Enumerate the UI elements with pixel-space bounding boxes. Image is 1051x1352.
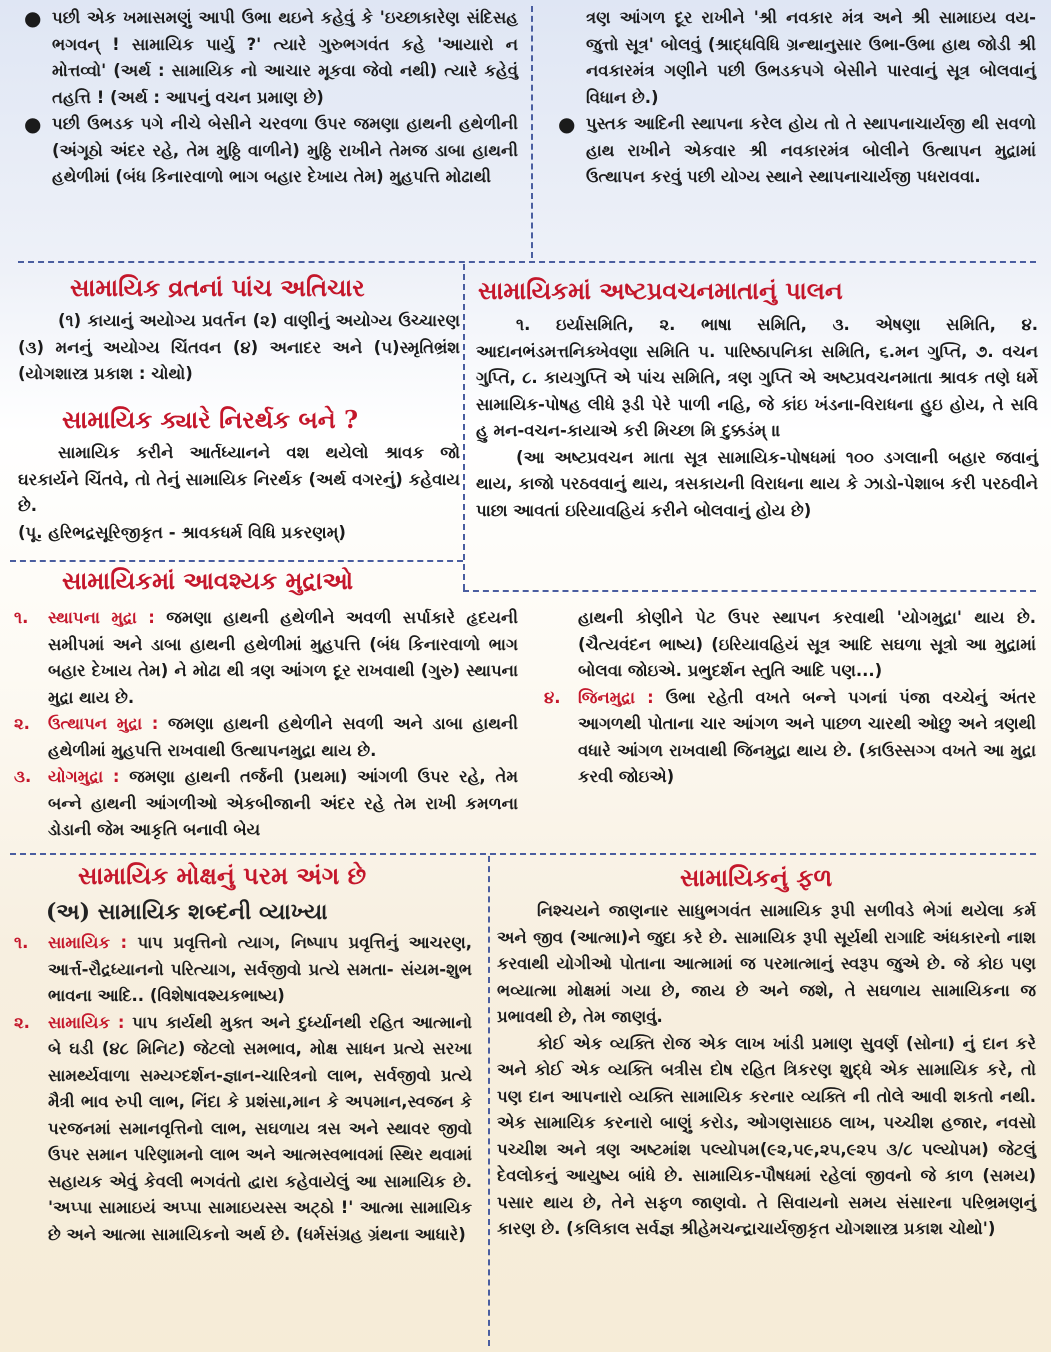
phal-paragraph: કોઈ એક વ્યક્તિ રોજ એક લાખ ખાંડી પ્રમાણ સુવર્ણ (સોના) નું દાન કરે અને કોઈ એક વ્યક્તિ બત્રીસ દોષ રહિત ત્રિકરણ શુદ્ધે એક સામાયિક કરે, તો પણ દાન આપનારો વ્યક્તિ સામાયિક કરનાર વ્યક્તિ ની તોલે આવી શકતો નથી. એક સામાયિક કરનારો બાણું કરોડ, ઓગણસાઇઠ લાખ, પચ્ચીશ હજાર, નવસો પચ્ચીશ અને ત્રણ અષ્ટમાંશ પલ્યોપમ(૯૨,૫૯,૨૫,૯૨૫ ૩/૮ પલ્યોપમ) જેટલું દેવલોકનું આયુષ્ય બાંધે છે. સામાયિક-પૌષધમાં રહેલાં જીવનો જે કાળ (સમય) પસાર થાય છે, તેને સફળ જાણવો. તે સિવાયનો સમય સંસારના પરિભ્રમણનું કારણ છે. (કલિકાલ સર્વજ્ઞ શ્રીહેમચન્દ્રાચાર્યજીકૃત યોગશાસ્ત્ર પ્રકાશ ચોથો') bbox=[497, 1033, 1036, 1238]
item-number: ૧. bbox=[14, 608, 29, 627]
phal-heading: સામાયિકનું ફળ bbox=[680, 863, 833, 892]
mudra-divider-left bbox=[10, 560, 463, 562]
definition-term: સામાયિક : bbox=[48, 933, 128, 952]
ashta-text: ૧. ઇર્યાસમિતિ, ૨. ભાષા સમિતિ, ૩. એષણા સમિતિ, ૪. આદાનભંડમત્તનિક્ખેવણા સમિતિ ૫. પારિષ્ઠાપનિકા સમિતિ, ૬.મન ગુપ્તિ, ૭. વચન ગુપ્તિ, ૮. કાયગુપ્તિ એ પાંચ સમિતિ, ત્રણ ગુપ્તિ એ અષ્ટપ્રવચનમાતા શ્રાવક તણે ધર્મે સામાયિક-પોષહ લીધે રૂડી પેરે પાળી નહિ, જે કાંઇ ખંડના-વિરાધના હુઇ હોય, તે સવિ હુ મન-વચન-કાયાએ કરી મિચ્છા મિ દુક્કડંમ્ ॥ bbox=[476, 315, 1038, 440]
phal-section bbox=[497, 898, 1036, 1243]
mudra-item bbox=[10, 764, 518, 844]
mudra-divider-right bbox=[463, 590, 1036, 592]
definition-text: પાપ પ્રવૃત્તિનો ત્યાગ, નિષ્પાપ પ્રવૃત્તિનું આચરણ, આર્ત્ત-રૌદ્રધ્યાનનો પરિત્યાગ, સર્વજીવો પ્રત્યે સમતા- સંયમ-શુભ ભાવના આદિ.. (વિશેષાવશ્યકભાષ્ય) bbox=[48, 933, 472, 1005]
mudra-description: ઉભા રહેતી વખતે બન્ને પગનાં પંજા વચ્ચેનું અંતર આગળથી પોતાના ચાર આંગળ અને પાછળ ચારથી ઓછુ અને ત્રણથી વધારે આંગળ રાખવાથી જિનમુદ્રા થાય છે. (કાઉસ્સગ્ગ વખતે આ મુદ્રા કરવી જોઇએ) bbox=[578, 687, 1036, 786]
mudra-term: જિનમુદ્રા : bbox=[578, 687, 654, 707]
mudra-term: ઉત્થાપન મુદ્રા : bbox=[48, 714, 159, 733]
top-right-column bbox=[550, 5, 1036, 191]
item-number: ૨. bbox=[14, 714, 30, 733]
mudra-heading: સામાયિકમાં આવશ્યક મુદ્રાઓ bbox=[62, 566, 354, 595]
bullet-dot: ● bbox=[558, 112, 576, 136]
bullet-text: પછી એક ખમાસમણું આપી ઉભા થઇને કહેવું કે 'ઇચ્છાકારેણ સંદિસહ ભગવન્ ! સામાયિક પાર્યુ ?' ત્યારે ગુરુભગવંત કહે 'આયારો ન મોત્તવ્વો' (અર્થ : સામાયિક નો આચાર મૂકવા જેવો નથી) ત્યારે કહેવું તહત્તિ ! (અર્થ : આપનું વચન પ્રમાણ છે) bbox=[52, 8, 518, 107]
nirarthak-source: (પૂ. હરિભદ્રસૂરિજીકૃત - શ્રાવકધર્મ વિધિ પ્રકરણમ્) bbox=[18, 522, 346, 542]
top-left-column bbox=[16, 5, 518, 191]
mudra-left-column bbox=[10, 605, 518, 844]
mudra-description: જમણા હાથની હથેળીને અવળી સર્પાકારે હૃદયની સમીપમાં અને ડાબા હાથની હથેળીમાં મુહપત્તિ (બંધ કિનારવાળો ભાગ બહાર દેખાય તેમ) ને મોઢા થી ત્રણ આંગળ દૂર રાખવાથી (ગુરુ) સ્થાપના મુદ્રા થાય છે. bbox=[48, 608, 518, 707]
phal-paragraph: નિશ્ચયને જાણનાર સાધુભગવંત સામાયિક રૂપી સળીવડે ભેગાં થયેલા કર્મ અને જીવ (આત્મા)ને જુદા કરે છે. સામાયિક રૂપી સૂર્યથી રાગાદિ અંધકારનો નાશ કરવાથી યોગીઓ પોતાના આત્મામાં જ પરમાત્માનું સ્વરૂપ જુએ છે. જે કોઇ પણ ભવ્યાત્મા મોક્ષમાં ગયા છે, જાય છે અને જશે, તે સઘળાય સામાયિકના જ પ્રભાવથી છે, તેમ જાણવું. bbox=[497, 901, 1036, 1026]
continued-text: હાથની કોણીને પેટ ઉપર સ્થાપન કરવાથી 'યોગમુદ્રા' થાય છે. (ચૈત્યવંદન ભાષ્ય) (ઇરિયાવહિયં સૂત્ર આદિ સઘળા સૂત્રો આ મુદ્રામાં બોલવા જોઇએ. પ્રભુદર્શન સ્તુતિ આદિ પણ...) bbox=[578, 608, 1036, 680]
ashta-heading: સામાયિકમાં અષ્ટપ્રવચનમાતાનું પાલન bbox=[478, 276, 843, 305]
bottom-section-divider bbox=[10, 853, 1036, 855]
mudra-description: જમણા હાથની તર્જની (પ્રથમા) આંગળી ઉપર રહે, તેમ બન્ને હાથની આંગળીઓ એકબીજાની અંદર રહે તેમ રાખી કમળના ડોડાની જેમ આકૃતિ બનાવી બેય bbox=[48, 767, 518, 839]
ashta-note: (આ અષ્ટપ્રવચન માતા સૂત્ર સામાયિક-પોષધમાં ૧૦૦ ડગલાની બહાર જવાનું થાય, કાજો પરઠવવાનું થાય, ત્રસકાયની વિરાધના થાય કે ઝાડો-પેશાબ કરી પરઠવીને પાછા આવતાં ઇરિયાવહિયં કરીને બોલવાનું હોય છે) bbox=[476, 447, 1038, 520]
bullet-item bbox=[16, 5, 518, 111]
bottom-column-divider bbox=[488, 856, 490, 1346]
item-number: ૨. bbox=[14, 1012, 30, 1032]
aticar-section bbox=[18, 308, 460, 388]
definition-subheading: (અ) સામાયિક શબ્દની વ્યાખ્યા bbox=[46, 899, 328, 925]
mudra-description: જમણા હાથની હથેળીને સવળી અને ડાબા હાથની હથેળીમાં મુહપત્તિ રાખવાથી ઉત્થાપનમુદ્રા થાય છે. bbox=[48, 714, 518, 760]
definition-text: પાપ કાર્યથી મુક્ત અને દુર્ધ્યાનથી રહિત આત્માનો બે ઘડી (૪૮ મિનિટ) જેટલો સમભાવ, મોક્ષ સાધન પ્રત્યે સરખા સામર્થ્યવાળા સમ્યગ્દર્શન-જ્ઞાન-ચારિત્રનો લાભ, સર્વજીવો પ્રત્યે મૈત્રી ભાવ રુપી લાભ, નિંદા કે પ્રશંસા,માન કે અપમાન,સ્વજન કે પરજનમાં સમાનવૃત્તિનો લાભ, સઘળાય ત્રસ અને સ્થાવર જીવો ઉપર સમાન પરિણામનો લાભ અને આત્મસ્વભાવમાં સ્થિર થવામાં સહાયક એવું કેવલી ભગવંતો દ્વારા કહેવાયેલું આ સામાયિક છે. 'અપ્પા સામાઇયં અપ્પા સામાઇયસ્સ અટ્ઠો !' આત્મા સામાયિક છે અને આત્મા સામાયિકનો અર્થ છે. (ધર્મસંગ્રહ ગ્રંથના આધારે) bbox=[48, 1012, 472, 1244]
definition-item bbox=[10, 1010, 472, 1249]
definition-term: સામાયિક : bbox=[48, 1012, 125, 1032]
definition-item bbox=[10, 930, 472, 1010]
continued-text: ત્રણ આંગળ દૂર રાખીને 'શ્રી નવકાર મંત્ર અને શ્રી સામાઇય વય- જુત્તો સૂત્ર' બોલવું (શ્રાદ્ધવિધિ ગ્રન્થાનુસાર ઉભા-ઉભા હાથ જોડી શ્રી નવકારમંત્ર ગણીને પછી ઉભડકપગે બેસીને પારવાનું સૂત્ર બોલવાનું વિધાન છે.) bbox=[586, 8, 1036, 107]
nirarthak-text: સામાયિક કરીને આર્તધ્યાનને વશ થયેલો શ્રાવક જો ઘરકાર્યને ચિંતવે, તો તેનું સામાયિક નિરર્થક (અર્થ વગરનું) કહેવાય છે. bbox=[18, 443, 460, 515]
item-number: ૧. bbox=[14, 933, 29, 952]
mudra-right-column bbox=[540, 605, 1036, 791]
mudra-item bbox=[540, 685, 1036, 791]
nirarthak-section bbox=[18, 440, 460, 546]
bullet-item bbox=[16, 111, 518, 191]
item-number: ૪. bbox=[544, 687, 561, 707]
bullet-text: પુસ્તક આદિની સ્થાપના કરેલ હોય તો તે સ્થાપનાચાર્યજી થી સવળો હાથ રાખીને એકવાર શ્રી નવકારમંત્ર બોલીને ઉત્થાપન મુદ્રામાં ઉત્થાપન કરવું પછી યોગ્ય સ્થાને સ્થાપનાચાર્યજી પધરાવવા. bbox=[586, 114, 1036, 186]
bullet-item bbox=[550, 111, 1036, 191]
mudra-item bbox=[10, 711, 518, 764]
moksha-heading: સામાયિક મોક્ષનું પરમ અંગ છે bbox=[78, 861, 367, 890]
mudra-term: યોગમુદ્રા : bbox=[48, 767, 120, 786]
mudra-item bbox=[10, 605, 518, 711]
aticar-text: (૧) કાયાનું અયોગ્ય પ્રવર્તન (૨) વાણીનું અયોગ્ય ઉચ્ચારણ (૩) મનનું અયોગ્ય ચિંતવન (૪) અનાદર અને (૫)સ્મૃતિભ્રંશ (યોગશાસ્ત્ર પ્રકાશ : ચોથો) bbox=[18, 311, 460, 383]
bullet-dot: ● bbox=[24, 6, 42, 30]
ashta-section bbox=[476, 312, 1038, 524]
nirarthak-heading: સામાયિક ક્યારે નિરર્થક બને ? bbox=[62, 405, 359, 434]
top-column-divider bbox=[531, 6, 533, 258]
aticar-heading: સામાયિક વ્રતનાં પાંચ અતિચાર bbox=[70, 273, 365, 302]
bullet-text: પછી ઉભડક પગે નીચે બેસીને ચરવળા ઉપર જમણા હાથની હથેળીની (અંગૂઠો અંદર રહે, તેમ મુઠ્ઠિ વાળીને) મુઠ્ઠિ રાખીને તેમજ ડાબા હાથની હથેળીમાં (બંધ કિનારવાળો ભાગ બહાર દેખાય તેમ) મુહપત્તિ મોઢાથી bbox=[52, 114, 518, 186]
bullet-dot: ● bbox=[24, 112, 42, 136]
moksha-section bbox=[10, 930, 472, 1248]
mudra-term: સ્થાપના મુદ્રા : bbox=[48, 608, 155, 627]
middle-column-divider bbox=[463, 264, 465, 590]
item-number: ૩. bbox=[14, 767, 32, 786]
top-section-divider bbox=[18, 261, 1036, 263]
